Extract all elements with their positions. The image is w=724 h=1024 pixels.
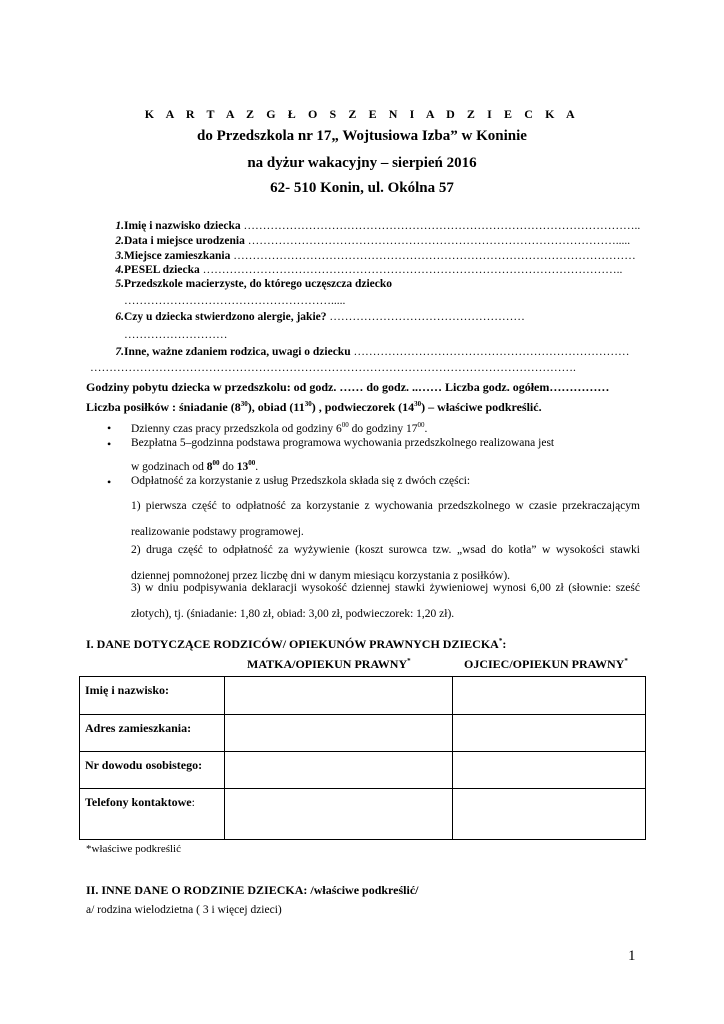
section-title-colon: :	[502, 637, 507, 651]
program-hours-text: .	[255, 460, 259, 473]
row-label-id: Nr dowodu osobistego:	[80, 752, 225, 789]
program-hours-text: w godzinach od	[131, 460, 207, 473]
asterisk: *	[407, 657, 411, 665]
question-number: 5.	[115, 278, 124, 290]
question-label: Miejsce zamieszkania	[124, 250, 231, 262]
table-row	[80, 752, 646, 789]
form-title: K A R T A Z G Ł O S Z E N I A D Z I E C K A	[144, 107, 580, 121]
question-label: Inne, ważne zdaniem rodzica, uwagi o dziecku	[124, 346, 351, 358]
mother-address-cell[interactable]	[224, 715, 453, 752]
table-row	[80, 677, 646, 715]
asterisk: *	[498, 637, 503, 645]
father-address-cell[interactable]	[453, 715, 646, 752]
question-number: 2.	[115, 235, 124, 247]
question-number: 6.	[115, 311, 124, 323]
bullet-icon: •	[107, 421, 112, 435]
program-start-hour: 8	[206, 460, 213, 473]
working-hours-text: Dzienny czas pracy przedszkola od godziny 6	[131, 422, 342, 435]
table-row	[80, 715, 646, 752]
program-hours-text: do	[219, 460, 237, 473]
allergies-field[interactable]: ………………………	[124, 329, 228, 341]
fee-part-2: 2) druga część to odpłatność za wyżywienie (koszt surowca tzw. „wsad do kotła” w wysokości stawki dziennej pomnożonej przez liczbę dni w danym miesiącu korzystania z posiłków).	[131, 544, 640, 582]
question-label: PESEL dziecka	[124, 264, 200, 276]
question-number: 7.	[115, 346, 124, 358]
time-sup: 00	[341, 421, 349, 429]
time-sup: 00	[417, 421, 425, 429]
attendance-hours-line[interactable]: Godziny pobytu dziecka w przedszkolu: od godz. …… do godz. ..…… Liczba godz. ogółem……………	[86, 380, 610, 394]
bullet-icon: •	[107, 437, 112, 451]
father-name-cell[interactable]	[453, 677, 646, 715]
snack-time-sup: 30	[414, 400, 422, 408]
table-row	[80, 789, 646, 840]
bullet-icon: •	[107, 475, 112, 489]
phones-label: Telefony kontaktowe	[85, 795, 192, 809]
large-family-option[interactable]: a/ rodzina wielodzietna ( 3 i więcej dzieci)	[86, 904, 282, 916]
page-number: 1	[628, 948, 636, 964]
question-label: Czy u dziecka stwierdzono alergie, jakie?	[124, 311, 327, 323]
section-parents-title	[86, 637, 506, 652]
question-number: 4.	[115, 264, 124, 276]
working-hours-text: do godziny 17	[348, 422, 418, 435]
father-id-cell[interactable]	[453, 752, 646, 789]
fill-in-dots: ………………………………………………………………………………………………..	[199, 264, 623, 276]
fill-in-dots: …………………………………………………………………………………….....	[244, 235, 631, 247]
question-label: Data i miejsce urodzenia	[124, 235, 245, 247]
time-sup: 00	[212, 459, 220, 467]
meals-instruction: ) – właściwe podkreślić.	[421, 400, 542, 414]
other-notes-field[interactable]: ……………………………………………………………………………………………………………….	[90, 362, 576, 374]
duty-period: na dyżur wakacyjny – sierpień 2016	[247, 155, 477, 171]
question-label: Przedszkole macierzyste, do którego uczęszcza dziecko	[124, 278, 393, 290]
home-kindergarten-field[interactable]: ……………………………………………….....	[124, 295, 346, 307]
column-mother	[247, 657, 411, 672]
fee-part-3: 3) w dniu podpisywania deklaracji wysokość dziennej stawki żywieniowej wynosi 6,00 zł (słownie: sześć złotych), tj. (śniadanie: 1,80 zł, obiad: 3,00 zł, podwieczorek: 1,20 zł).	[131, 582, 640, 620]
meals-line[interactable]	[86, 400, 542, 415]
question-label: Imię i nazwisko dziecka	[124, 220, 241, 232]
question-number: 1.	[115, 220, 124, 232]
meals-intro: Liczba posiłków : śniadanie (8	[86, 400, 241, 414]
working-hours-text: .	[424, 422, 428, 435]
column-father	[464, 657, 628, 672]
free-program-text: Bezpłatna 5–godzinna podstawa programowa wychowania przedszkolnego realizowana jest	[131, 437, 555, 449]
fill-in-dots: ………………………………………………………………	[350, 346, 630, 358]
footnote: *właściwe podkreślić	[86, 843, 181, 855]
fill-in-dots: ……………………………………………	[326, 311, 525, 323]
row-label-phones	[80, 789, 225, 840]
column-mother-label: MATKA/OPIEKUN PRAWNY	[247, 657, 408, 671]
lunch-time-sup: 30	[304, 400, 312, 408]
program-end-hour: 13	[236, 460, 249, 473]
question-number: 3.	[115, 250, 124, 262]
phones-label-colon: :	[191, 795, 195, 809]
fill-in-dots: ……………………………………………………………………………………………	[230, 250, 636, 262]
lunch-label: ), obiad (11	[247, 400, 305, 414]
fees-text: Odpłatność za korzystanie z usług Przedszkola składa się z dwóch części:	[131, 475, 471, 487]
row-label-name: Imię i nazwisko:	[80, 677, 225, 715]
section-family-title: II. INNE DANE O RODZINIE DZIECKA: /właściwe podkreślić/	[86, 883, 419, 897]
mother-id-cell[interactable]	[224, 752, 453, 789]
row-label-address: Adres zamieszkania:	[80, 715, 225, 752]
mother-phone-cell[interactable]	[224, 789, 453, 840]
snack-label: ) , podwieczorek (14	[311, 400, 415, 414]
asterisk: *	[624, 657, 628, 665]
mother-name-cell[interactable]	[224, 677, 453, 715]
breakfast-time-sup: 30	[240, 400, 248, 408]
column-father-label: OJCIEC/OPIEKUN PRAWNY	[464, 657, 625, 671]
fee-part-1: 1) pierwsza część to odpłatność za korzystanie z wychowania przedszkolnego w czasie przekraczającym realizowanie podstawy programowej.	[131, 500, 640, 538]
kindergarten-address: 62- 510 Konin, ul. Okólna 57	[270, 180, 454, 196]
section-title-text: I. DANE DOTYCZĄCE RODZICÓW/ OPIEKUNÓW PRAWNYCH DZIECKA	[86, 637, 499, 651]
kindergarten-name: do Przedszkola nr 17„ Wojtusiowa Izba” w Koninie	[197, 128, 527, 144]
father-phone-cell[interactable]	[453, 789, 646, 840]
time-sup: 00	[248, 459, 256, 467]
fill-in-dots: …………………………………………………………………………………………..	[240, 220, 641, 232]
parents-table	[79, 676, 646, 840]
